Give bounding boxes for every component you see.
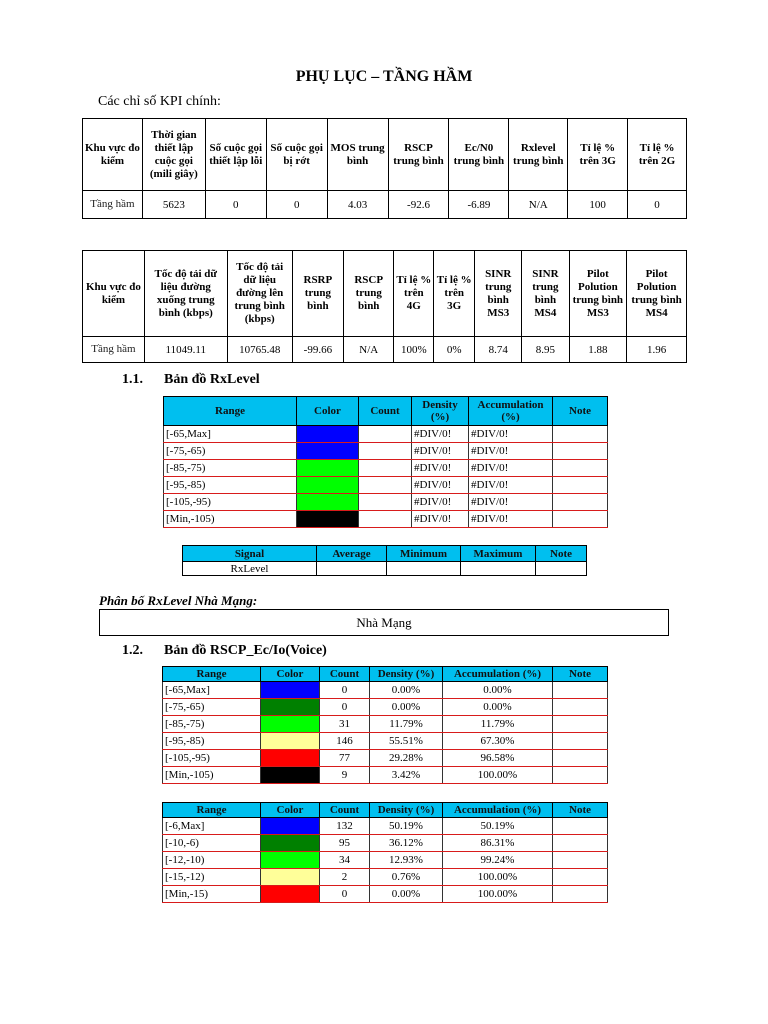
- signal-cell: [536, 562, 587, 576]
- rx-row: [164, 426, 608, 443]
- kpi2-cell: 11049.11: [144, 337, 227, 363]
- rscp-density-cell: 0.00%: [370, 699, 443, 716]
- ecio-count-cell: 95: [320, 835, 370, 852]
- signal-header: Average: [317, 546, 387, 562]
- section-heading-rxlevel: [122, 372, 260, 388]
- rx-density-cell: #DIV/0!: [412, 426, 469, 443]
- rx-range-cell: [-65,Max]: [164, 426, 297, 443]
- signal-cell: [461, 562, 536, 576]
- ecio-header: Color: [261, 803, 320, 818]
- kpi2-header: Pilot Polution trung bình MS3: [569, 251, 627, 337]
- rscp-count-cell: 9: [320, 767, 370, 784]
- kpi1-cell: N/A: [509, 191, 568, 219]
- ecio-count-cell: 34: [320, 852, 370, 869]
- ecio-color-swatch: [261, 835, 320, 852]
- ecio-header: Accumulation (%): [443, 803, 553, 818]
- rscp-range-cell: [Min,-105): [163, 767, 261, 784]
- kpi1-cell: -92.6: [388, 191, 449, 219]
- ecio-range-cell: [-10,-6): [163, 835, 261, 852]
- rx-acc-cell: #DIV/0!: [469, 460, 553, 477]
- ecio-row: [163, 852, 608, 869]
- rscp-header: Note: [553, 667, 608, 682]
- rscp-acc-cell: 67.30%: [443, 733, 553, 750]
- kpi2-header: Pilot Polution trung bình MS4: [627, 251, 687, 337]
- rscp-color-swatch: [261, 716, 320, 733]
- rx-header: Range: [164, 397, 297, 426]
- rx-acc-cell: #DIV/0!: [469, 477, 553, 494]
- rscp-note-cell: [553, 682, 608, 699]
- rx-acc-cell: #DIV/0!: [469, 511, 553, 528]
- signal-header: Minimum: [387, 546, 461, 562]
- kpi1-header: RSCP trung bình: [388, 119, 449, 191]
- rx-header: Density (%): [412, 397, 469, 426]
- ecio-header: Range: [163, 803, 261, 818]
- kpi2-cell: 1.88: [569, 337, 627, 363]
- kpi1-header: Ec/N0 trung bình: [449, 119, 509, 191]
- rscp-row: [163, 716, 608, 733]
- rx-header: Color: [297, 397, 359, 426]
- rx-color-swatch: [297, 426, 359, 443]
- kpi2-header: Tốc độ tải dữ liệu đường lên trung bình (kbps): [227, 251, 292, 337]
- rx-count-cell: [359, 511, 412, 528]
- rscp-row: [163, 750, 608, 767]
- kpi1-cell: -6.89: [449, 191, 509, 219]
- ecio-count-cell: 132: [320, 818, 370, 835]
- rx-note-cell: [553, 460, 608, 477]
- provider-box: [99, 609, 669, 636]
- kpi1-header: Khu vực đo kiểm: [83, 119, 143, 191]
- rx-color-swatch: [297, 511, 359, 528]
- kpi1-header: Tỉ lệ % trên 2G: [628, 119, 687, 191]
- ecio-row: [163, 886, 608, 903]
- rscp-density-cell: 0.00%: [370, 682, 443, 699]
- ecio-range-cell: [-6,Max]: [163, 818, 261, 835]
- kpi1-header: Số cuộc gọi bị rớt: [266, 119, 327, 191]
- signal-cell: [317, 562, 387, 576]
- rscp-range-cell: [-75,-65): [163, 699, 261, 716]
- rx-acc-cell: #DIV/0!: [469, 494, 553, 511]
- rscp-range-cell: [-65,Max]: [163, 682, 261, 699]
- ecio-note-cell: [553, 852, 608, 869]
- kpi2-header: Tỉ lệ % trên 4G: [394, 251, 434, 337]
- rscp-color-swatch: [261, 767, 320, 784]
- signal-cell: [387, 562, 461, 576]
- kpi2-header: RSCP trung bình: [344, 251, 394, 337]
- kpi2-header: Khu vực đo kiểm: [83, 251, 145, 337]
- kpi2-header: Tỉ lệ % trên 3G: [434, 251, 475, 337]
- rscp-color-swatch: [261, 682, 320, 699]
- ecio-note-cell: [553, 869, 608, 886]
- rx-color-swatch: [297, 477, 359, 494]
- kpi2-cell: 8.74: [475, 337, 522, 363]
- kpi2-cell: 0%: [434, 337, 475, 363]
- rx-note-cell: [553, 443, 608, 460]
- ecio-color-swatch: [261, 869, 320, 886]
- rx-density-cell: #DIV/0!: [412, 477, 469, 494]
- ecio-acc-cell: 99.24%: [443, 852, 553, 869]
- rscp-count-cell: 0: [320, 699, 370, 716]
- ecio-density-cell: 36.12%: [370, 835, 443, 852]
- signal-header: Note: [536, 546, 587, 562]
- kpi2-cell: Tầng hầm: [83, 337, 145, 363]
- rscp-count-cell: 77: [320, 750, 370, 767]
- rx-header: Accumulation (%): [469, 397, 553, 426]
- rscp-range-cell: [-85,-75): [163, 716, 261, 733]
- ecio-range-table: [162, 802, 608, 903]
- rscp-range-cell: [-105,-95): [163, 750, 261, 767]
- rscp-range-cell: [-95,-85): [163, 733, 261, 750]
- rscp-note-cell: [553, 733, 608, 750]
- kpi2-cell: 1.96: [627, 337, 687, 363]
- ecio-row: [163, 869, 608, 886]
- ecio-range-cell: [-12,-10): [163, 852, 261, 869]
- section-title: Bản đồ RSCP_Ec/Io(Voice): [164, 643, 327, 658]
- rx-color-swatch: [297, 494, 359, 511]
- kpi2-cell: N/A: [344, 337, 394, 363]
- kpi2-cell: 100%: [394, 337, 434, 363]
- rscp-color-swatch: [261, 699, 320, 716]
- rx-count-cell: [359, 494, 412, 511]
- rscp-acc-cell: 0.00%: [443, 699, 553, 716]
- signal-cell: RxLevel: [183, 562, 317, 576]
- kpi1-cell: 4.03: [327, 191, 388, 219]
- kpi1-header: Số cuộc gọi thiết lập lỗi: [205, 119, 266, 191]
- kpi1-cell: Tầng hầm: [83, 191, 143, 219]
- rscp-acc-cell: 100.00%: [443, 767, 553, 784]
- rx-row: [164, 511, 608, 528]
- rx-row: [164, 477, 608, 494]
- rscp-density-cell: 3.42%: [370, 767, 443, 784]
- signal-summary-table: [182, 545, 587, 576]
- rscp-count-cell: 0: [320, 682, 370, 699]
- rscp-acc-cell: 0.00%: [443, 682, 553, 699]
- kpi2-cell: -99.66: [292, 337, 343, 363]
- kpi2-cell: 8.95: [522, 337, 569, 363]
- kpi1-cell: 0: [266, 191, 327, 219]
- rscp-row: [163, 699, 608, 716]
- section-number: 1.1.: [122, 372, 143, 387]
- ecio-acc-cell: 100.00%: [443, 886, 553, 903]
- page-title: PHỤ LỤC – TẦNG HẦM: [295, 68, 473, 85]
- rx-row: [164, 460, 608, 477]
- rx-range-cell: [-95,-85): [164, 477, 297, 494]
- rscp-row: [163, 767, 608, 784]
- rx-note-cell: [553, 494, 608, 511]
- signal-header: Maximum: [461, 546, 536, 562]
- rscp-note-cell: [553, 750, 608, 767]
- ecio-acc-cell: 86.31%: [443, 835, 553, 852]
- kpi1-cell: 5623: [142, 191, 205, 219]
- rscp-header: Count: [320, 667, 370, 682]
- ecio-row: [163, 818, 608, 835]
- rx-header: Count: [359, 397, 412, 426]
- ecio-acc-cell: 100.00%: [443, 869, 553, 886]
- ecio-count-cell: 2: [320, 869, 370, 886]
- kpi1-header: Tỉ lệ % trên 3G: [568, 119, 628, 191]
- rx-density-cell: #DIV/0!: [412, 460, 469, 477]
- rscp-row: [163, 682, 608, 699]
- rx-acc-cell: #DIV/0!: [469, 426, 553, 443]
- rscp-range-table: [162, 666, 608, 784]
- rx-row: [164, 443, 608, 460]
- rxlevel-range-table: [163, 396, 608, 528]
- rx-note-cell: [553, 426, 608, 443]
- kpi1-cell: 0: [628, 191, 687, 219]
- rscp-note-cell: [553, 716, 608, 733]
- ecio-header: Density (%): [370, 803, 443, 818]
- ecio-range-cell: [Min,-15): [163, 886, 261, 903]
- ecio-acc-cell: 50.19%: [443, 818, 553, 835]
- ecio-color-swatch: [261, 852, 320, 869]
- provider-label: Nhà Mạng: [356, 615, 412, 630]
- section-title: Bản đồ RxLevel: [164, 372, 260, 387]
- rscp-note-cell: [553, 767, 608, 784]
- ecio-range-cell: [-15,-12): [163, 869, 261, 886]
- ecio-density-cell: 0.76%: [370, 869, 443, 886]
- rx-count-cell: [359, 477, 412, 494]
- kpi-table-data: [82, 250, 687, 363]
- ecio-header: Note: [553, 803, 608, 818]
- ecio-color-swatch: [261, 818, 320, 835]
- ecio-note-cell: [553, 886, 608, 903]
- distribution-label: Phân bố RxLevel Nhà Mạng:: [99, 593, 258, 608]
- rx-density-cell: #DIV/0!: [412, 494, 469, 511]
- rscp-acc-cell: 11.79%: [443, 716, 553, 733]
- ecio-count-cell: 0: [320, 886, 370, 903]
- rx-count-cell: [359, 426, 412, 443]
- kpi2-header: Tốc độ tải dữ liệu đường xuống trung bình (kbps): [144, 251, 227, 337]
- rscp-count-cell: 146: [320, 733, 370, 750]
- kpi-subtitle: Các chỉ số KPI chính:: [98, 94, 221, 109]
- rx-range-cell: [-75,-65): [164, 443, 297, 460]
- rx-row: [164, 494, 608, 511]
- rscp-density-cell: 55.51%: [370, 733, 443, 750]
- rscp-note-cell: [553, 699, 608, 716]
- rx-note-cell: [553, 477, 608, 494]
- rx-range-cell: [Min,-105): [164, 511, 297, 528]
- rscp-header: Range: [163, 667, 261, 682]
- rscp-acc-cell: 96.58%: [443, 750, 553, 767]
- rscp-color-swatch: [261, 733, 320, 750]
- ecio-note-cell: [553, 818, 608, 835]
- rscp-color-swatch: [261, 750, 320, 767]
- kpi1-cell: 100: [568, 191, 628, 219]
- rscp-count-cell: 31: [320, 716, 370, 733]
- ecio-density-cell: 50.19%: [370, 818, 443, 835]
- ecio-color-swatch: [261, 886, 320, 903]
- rscp-header: Color: [261, 667, 320, 682]
- rx-density-cell: #DIV/0!: [412, 443, 469, 460]
- section-number: 1.2.: [122, 643, 143, 658]
- ecio-header: Count: [320, 803, 370, 818]
- rx-header: Note: [553, 397, 608, 426]
- rscp-density-cell: 11.79%: [370, 716, 443, 733]
- ecio-density-cell: 12.93%: [370, 852, 443, 869]
- rx-color-swatch: [297, 460, 359, 477]
- ecio-row: [163, 835, 608, 852]
- section-heading-rscp: [122, 643, 327, 659]
- rx-density-cell: #DIV/0!: [412, 511, 469, 528]
- kpi1-header: MOS trung bình: [327, 119, 388, 191]
- kpi2-cell: 10765.48: [227, 337, 292, 363]
- kpi1-header: Thời gian thiết lập cuộc gọi (mili giây): [142, 119, 205, 191]
- kpi-table-voice: [82, 118, 687, 219]
- rx-color-swatch: [297, 443, 359, 460]
- signal-header: Signal: [183, 546, 317, 562]
- kpi2-header: SINR trung bình MS3: [475, 251, 522, 337]
- rscp-row: [163, 733, 608, 750]
- rx-acc-cell: #DIV/0!: [469, 443, 553, 460]
- rscp-header: Density (%): [370, 667, 443, 682]
- kpi1-cell: 0: [205, 191, 266, 219]
- rx-count-cell: [359, 460, 412, 477]
- rx-range-cell: [-105,-95): [164, 494, 297, 511]
- rx-range-cell: [-85,-75): [164, 460, 297, 477]
- ecio-density-cell: 0.00%: [370, 886, 443, 903]
- rx-count-cell: [359, 443, 412, 460]
- rscp-density-cell: 29.28%: [370, 750, 443, 767]
- kpi2-header: SINR trung bình MS4: [522, 251, 569, 337]
- kpi2-header: RSRP trung bình: [292, 251, 343, 337]
- rscp-header: Accumulation (%): [443, 667, 553, 682]
- ecio-note-cell: [553, 835, 608, 852]
- kpi1-header: Rxlevel trung bình: [509, 119, 568, 191]
- rx-note-cell: [553, 511, 608, 528]
